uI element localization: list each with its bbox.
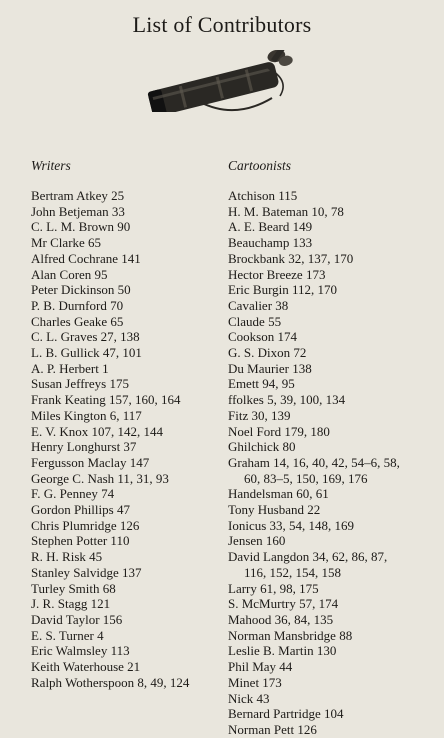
- list-item: H. M. Bateman 10, 78: [228, 203, 344, 219]
- list-item: Nick 43: [228, 690, 270, 706]
- list-item: Alan Coren 95: [31, 266, 108, 282]
- list-item: A. P. Herbert 1: [31, 360, 109, 376]
- list-item: Emett 94, 95: [228, 376, 295, 392]
- list-item: Eric Burgin 112, 170: [228, 282, 338, 298]
- list-item: Handelsman 60, 61: [228, 486, 329, 502]
- list-item: Fergusson Maclay 147: [31, 454, 150, 470]
- list-item: G. S. Dixon 72: [228, 345, 307, 361]
- list-item: Ralph Wotherspoon 8, 49, 124: [31, 674, 190, 690]
- list-item: Norman Mansbridge 88: [228, 627, 353, 643]
- list-item: Du Maurier 138: [228, 360, 312, 376]
- list-item: Miles Kington 6, 117: [31, 407, 142, 423]
- list-item: George C. Nash 11, 31, 93: [31, 470, 169, 486]
- list-item: Beauchamp 133: [228, 235, 313, 251]
- list-item: Graham 14, 16, 40, 42, 54–6, 58,: [228, 454, 400, 470]
- list-item: Alfred Cochrane 141: [31, 250, 141, 266]
- list-item: David Langdon 34, 62, 86, 87,: [228, 549, 388, 565]
- list-item: Minet 173: [228, 674, 282, 690]
- list-item: Eric Walmsley 113: [31, 643, 130, 659]
- cartoonists-list: [228, 188, 438, 738]
- writers-column: [31, 158, 221, 691]
- list-item: Leslie B. Martin 130: [228, 643, 337, 659]
- list-item: Tony Husband 22: [228, 502, 321, 518]
- list-item: A. E. Beard 149: [228, 219, 313, 235]
- list-item: Jensen 160: [228, 533, 286, 549]
- list-item: Chris Plumridge 126: [31, 517, 140, 533]
- list-item: Atchison 115: [228, 188, 298, 203]
- list-item: Claude 55: [228, 313, 282, 329]
- list-item: Cookson 174: [228, 329, 297, 345]
- list-item: ffolkes 5, 39, 100, 134: [228, 392, 346, 408]
- list-item: Gordon Phillips 47: [31, 502, 130, 518]
- list-item: Susan Jeffreys 175: [31, 376, 129, 392]
- list-item: Henry Longhurst 37: [31, 439, 137, 455]
- list-item: C. L. Graves 27, 138: [31, 329, 140, 345]
- list-item: F. G. Penney 74: [31, 486, 115, 502]
- list-item: E. V. Knox 107, 142, 144: [31, 423, 164, 439]
- list-item: Bertram Atkey 25: [31, 188, 125, 203]
- page-title: List of Contributors: [132, 12, 312, 37]
- list-item: Norman Pett 126: [228, 721, 317, 737]
- list-item: Cavalier 38: [228, 297, 289, 313]
- list-item: P. B. Durnford 70: [31, 297, 124, 313]
- list-item: Ghilchick 80: [228, 439, 296, 455]
- list-item: C. L. M. Brown 90: [31, 219, 131, 235]
- list-item: L. B. Gullick 47, 101: [31, 345, 142, 361]
- list-item: Peter Dickinson 50: [31, 282, 131, 298]
- list-item: Brockbank 32, 137, 170: [228, 250, 354, 266]
- quiver-illustration: [140, 50, 305, 112]
- cartoonists-column: [228, 158, 438, 738]
- list-item: Noel Ford 179, 180: [228, 423, 330, 439]
- list-item: J. R. Stagg 121: [31, 596, 111, 612]
- list-item: 60, 83–5, 150, 169, 176: [244, 470, 368, 486]
- list-item: Fitz 30, 139: [228, 407, 291, 423]
- list-item: Hector Breeze 173: [228, 266, 326, 282]
- list-item: Mahood 36, 84, 135: [228, 611, 334, 627]
- list-item: Keith Waterhouse 21: [31, 659, 141, 675]
- cartoonists-heading: Cartoonists: [228, 158, 292, 173]
- list-item: Stanley Salvidge 137: [31, 564, 142, 580]
- list-item: Stephen Potter 110: [31, 533, 130, 549]
- list-item: Frank Keating 157, 160, 164: [31, 392, 181, 408]
- list-item: E. S. Turner 4: [31, 627, 104, 643]
- list-item: Charles Geake 65: [31, 313, 124, 329]
- list-item: Phil May 44: [228, 659, 293, 675]
- list-item: Turley Smith 68: [31, 580, 116, 596]
- list-item: Larry 61, 98, 175: [228, 580, 319, 596]
- list-item: David Taylor 156: [31, 611, 123, 627]
- writers-heading: Writers: [31, 158, 71, 173]
- list-item: Bernard Partridge 104: [228, 706, 344, 722]
- writers-list: [31, 188, 221, 691]
- list-item: R. H. Risk 45: [31, 549, 103, 565]
- list-item: S. McMurtry 57, 174: [228, 596, 339, 612]
- list-item: 116, 152, 154, 158: [244, 564, 342, 580]
- list-item: Mr Clarke 65: [31, 235, 102, 251]
- list-item: John Betjeman 33: [31, 203, 125, 219]
- list-item: Ionicus 33, 54, 148, 169: [228, 517, 355, 533]
